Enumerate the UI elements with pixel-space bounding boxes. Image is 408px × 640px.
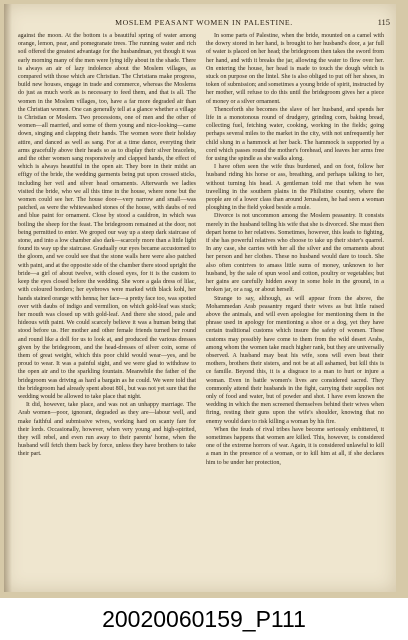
scan-identifier-caption: 20020060159_P111 — [102, 606, 306, 632]
paragraph: It did, however, take place, and was not an unhappy marriage. The Arab women—poor, ignorant, degraded as they are—labour well, and make faithful and submissive wives, working hard on scanty fare for their lords. Occasionally, however, when very young and high-spirited, they will rebel, and even run away to their parents' home, when the husband will fetch them back by force, unless they have brothers to take their part. — [18, 402, 196, 458]
paragraph: against the moon. At the bottom is a beautiful spring of water among orange, lemon, pear, and pomegranate trees. The running water and rich soil offered the greatest advantage for the husbandman, yet though it was early morning many of the men were lying idly about in the shade. There is always an air of lazy indolence about the Moslem villages, as compared with those which are Christian. The Christians make progress, build new houses, engage in trade and commerce, whereas the Moslems do just as much work as is necessary to feed them, and that is all. The women in the Moslem villages, too, have a far more degraded air than the Christian women. One can generally tell at a glance whether a village is Christian or Moslem. Two processions, one of men and the other of women—all married, and some of them young and nice-looking—came down, singing and clapping their hands. The women wore their holiday attire, and danced as well as sang. For at a time dance, everyting their arms gracefully above their heads so as to display their silver bracelets, and the other women sang responsively and clapped hands, the effect of which is always heautiful in the open air. They bore in their midst an effigy of the bride, the wedding garments being put upon crossed sticks, including her veil and silver head ornaments. Afterwards we ladies visited the bride, who we all this time in the house, where none but the women could see her. The house door—very narrow and small—was patched, as were the whitewashed stones of the house, with daubs of red and blue paint for ornament. Close by stood a cauldron, in which was boiling the sheep for the feast. The bridegroom remained at the door, not being permitted to enter. We groped our way up a steep dark staircase of stone, and into a low chamber also dark—scarcely more than a little light found its way up the staircase. Gradually our eyes became accustomed to the gloom, and we could see that the stone walls here were also patched with paint, and at the opposite side of the chamber there stood upright the bride—a girl of about twelve, with closed eyes, for it is the custom to keep the eyes closed before the wedding. She wore a gala dress of lilac, with coloured borders; her eyebrows were marked with black kohl, her hands stained orange with henna; her face—a pretty face too, was spotted over with daubs of indigo and vermilion, on which gold-leaf was stuck; her mouth was closed up with gold-leaf. And there she stood, pale and hideous with paint. We could scarcely believe it was a human being that stood before us. Her mother and other female friends turned her round and round like a doll for us to look at, and produced the various dresses given by the bridegroom, and the head-dresses of silver coin, some of them of great weight, which this poor child would wear—yes, and be proud to wear. It was a painful sight, and we were glad to withdraw to the open air and to the sparkling fountain. Meanwhile the father of the bridegroom was driving as hard a bargain as he could. We were told that the bridegroom had already spent about 80l., but was not yet sure that the wedding would be allowed to take place that night. — [18, 33, 196, 400]
page-number: 115 — [377, 17, 390, 27]
book-page — [4, 4, 396, 592]
paragraph: I have often seen the wife thus burdened, and on foot, follow her husband riding his horse or ass, breathing, and perhaps talking to her, without turning his head. A gentleman told me that when he was travelling in the southern plains in the Philistine country, where the people are of a lower class than around Jerusalem, he had seen a woman ploughing in the field yoked beside a mule. — [206, 164, 384, 212]
page-gutter-shadow — [4, 4, 12, 592]
left-text-column — [18, 32, 196, 588]
paragraph: In some parts of Palestine, when the bride, mounted on a camel with the dowry stored in her hand, is brought to her husband's door, a jar full of water is placed on her head; the bridegroom then takes the sword from her hand, and with it breaks the jar, allowing the water to flow over her. On entering the house, her head is made to touch the dough which is stuck on purpose on the lintel. She is also obliged to put off her shoes, in token of submission; and sometimes a young bride of spirit, instructed by her mother, will refuse to do this until the bridegroom gives her a piece of money or a silver ornament. — [206, 33, 384, 105]
running-title: MOSLEM PEASANT WOMEN IN PALESTINE. — [115, 18, 293, 27]
paragraph: Divorce is not uncommon among the Moslem peasantry. It consists merely in the husband telling his wife that she is divorced. She must then depart home to her relatives. Sometimes, however, this leads to fighting, if she has powerful relatives who choose to take up their sister's quarrel. In any case, she carries with her all the silver and the ornaments about her person and her clothes. These no husband would dare to touch. She also often contrives to amass little sums of money, unknown to her husband, by the sale of spun wool and cotton, poultry or vegetables; but her gains are carefully hidden away in some hole in the ground, in a broken jar, or a rag, or about herself. — [206, 213, 384, 294]
paragraph: Strange to say, although, as will appear from the above, the Mohammedan Arab peasantry regard their wives as but little raised above the animals, and will even apologise for mentioning them in the phrase used in apology for mentioning a shoe or a dog, yet they have certain traditional customs which insure the safety of women. These customs may possibly have come to them from the wild desert Arabs, among whom the women take much higher rank, but they are universally observed. A husband may beat his wife, sons will even beat their mothers, brothers their sisters, and not be at all ashamed, but kill this is ce famille. Beyond this, it is a disgrace to a man to hurt or injure a woman. Even in battle women's lives are considered sacred. They commonly attend their husbands in the fight, carrying their supplies not only of food and water, but of powder and shot. I have even known the wedding in which the men screened themselves behind their wives when firing, resting their guns upon the wife's shoulder, knowing that no enemy would dare to risk killing a woman by his fire. — [206, 295, 384, 425]
running-header — [18, 18, 390, 32]
paragraph: Thenceforth she becomes the slave of her husband, and spends her life in a monotonous round of drudgery, grinding corn, baking bread, collecting fuel, fetching water, cooking, working in the fields; going perhaps several miles to the market in the city, with not unfrequently her child slung in a hammock at her back. The hammock is supported by a cord which passes round the mother's forehead, and leaves her arms free for using the spindle as she walks along. — [206, 106, 384, 163]
paragraph: When the feuds of rival tribes have become seriously embittered, it sometimes happens that women are killed. This, however, is considered one of the extreme horrors of war. Again, it is considered unlawful to kill a man in the presence of a woman, or to kill him at all, if she declares him to be under her protection, — [206, 426, 384, 466]
right-text-column — [206, 32, 384, 588]
